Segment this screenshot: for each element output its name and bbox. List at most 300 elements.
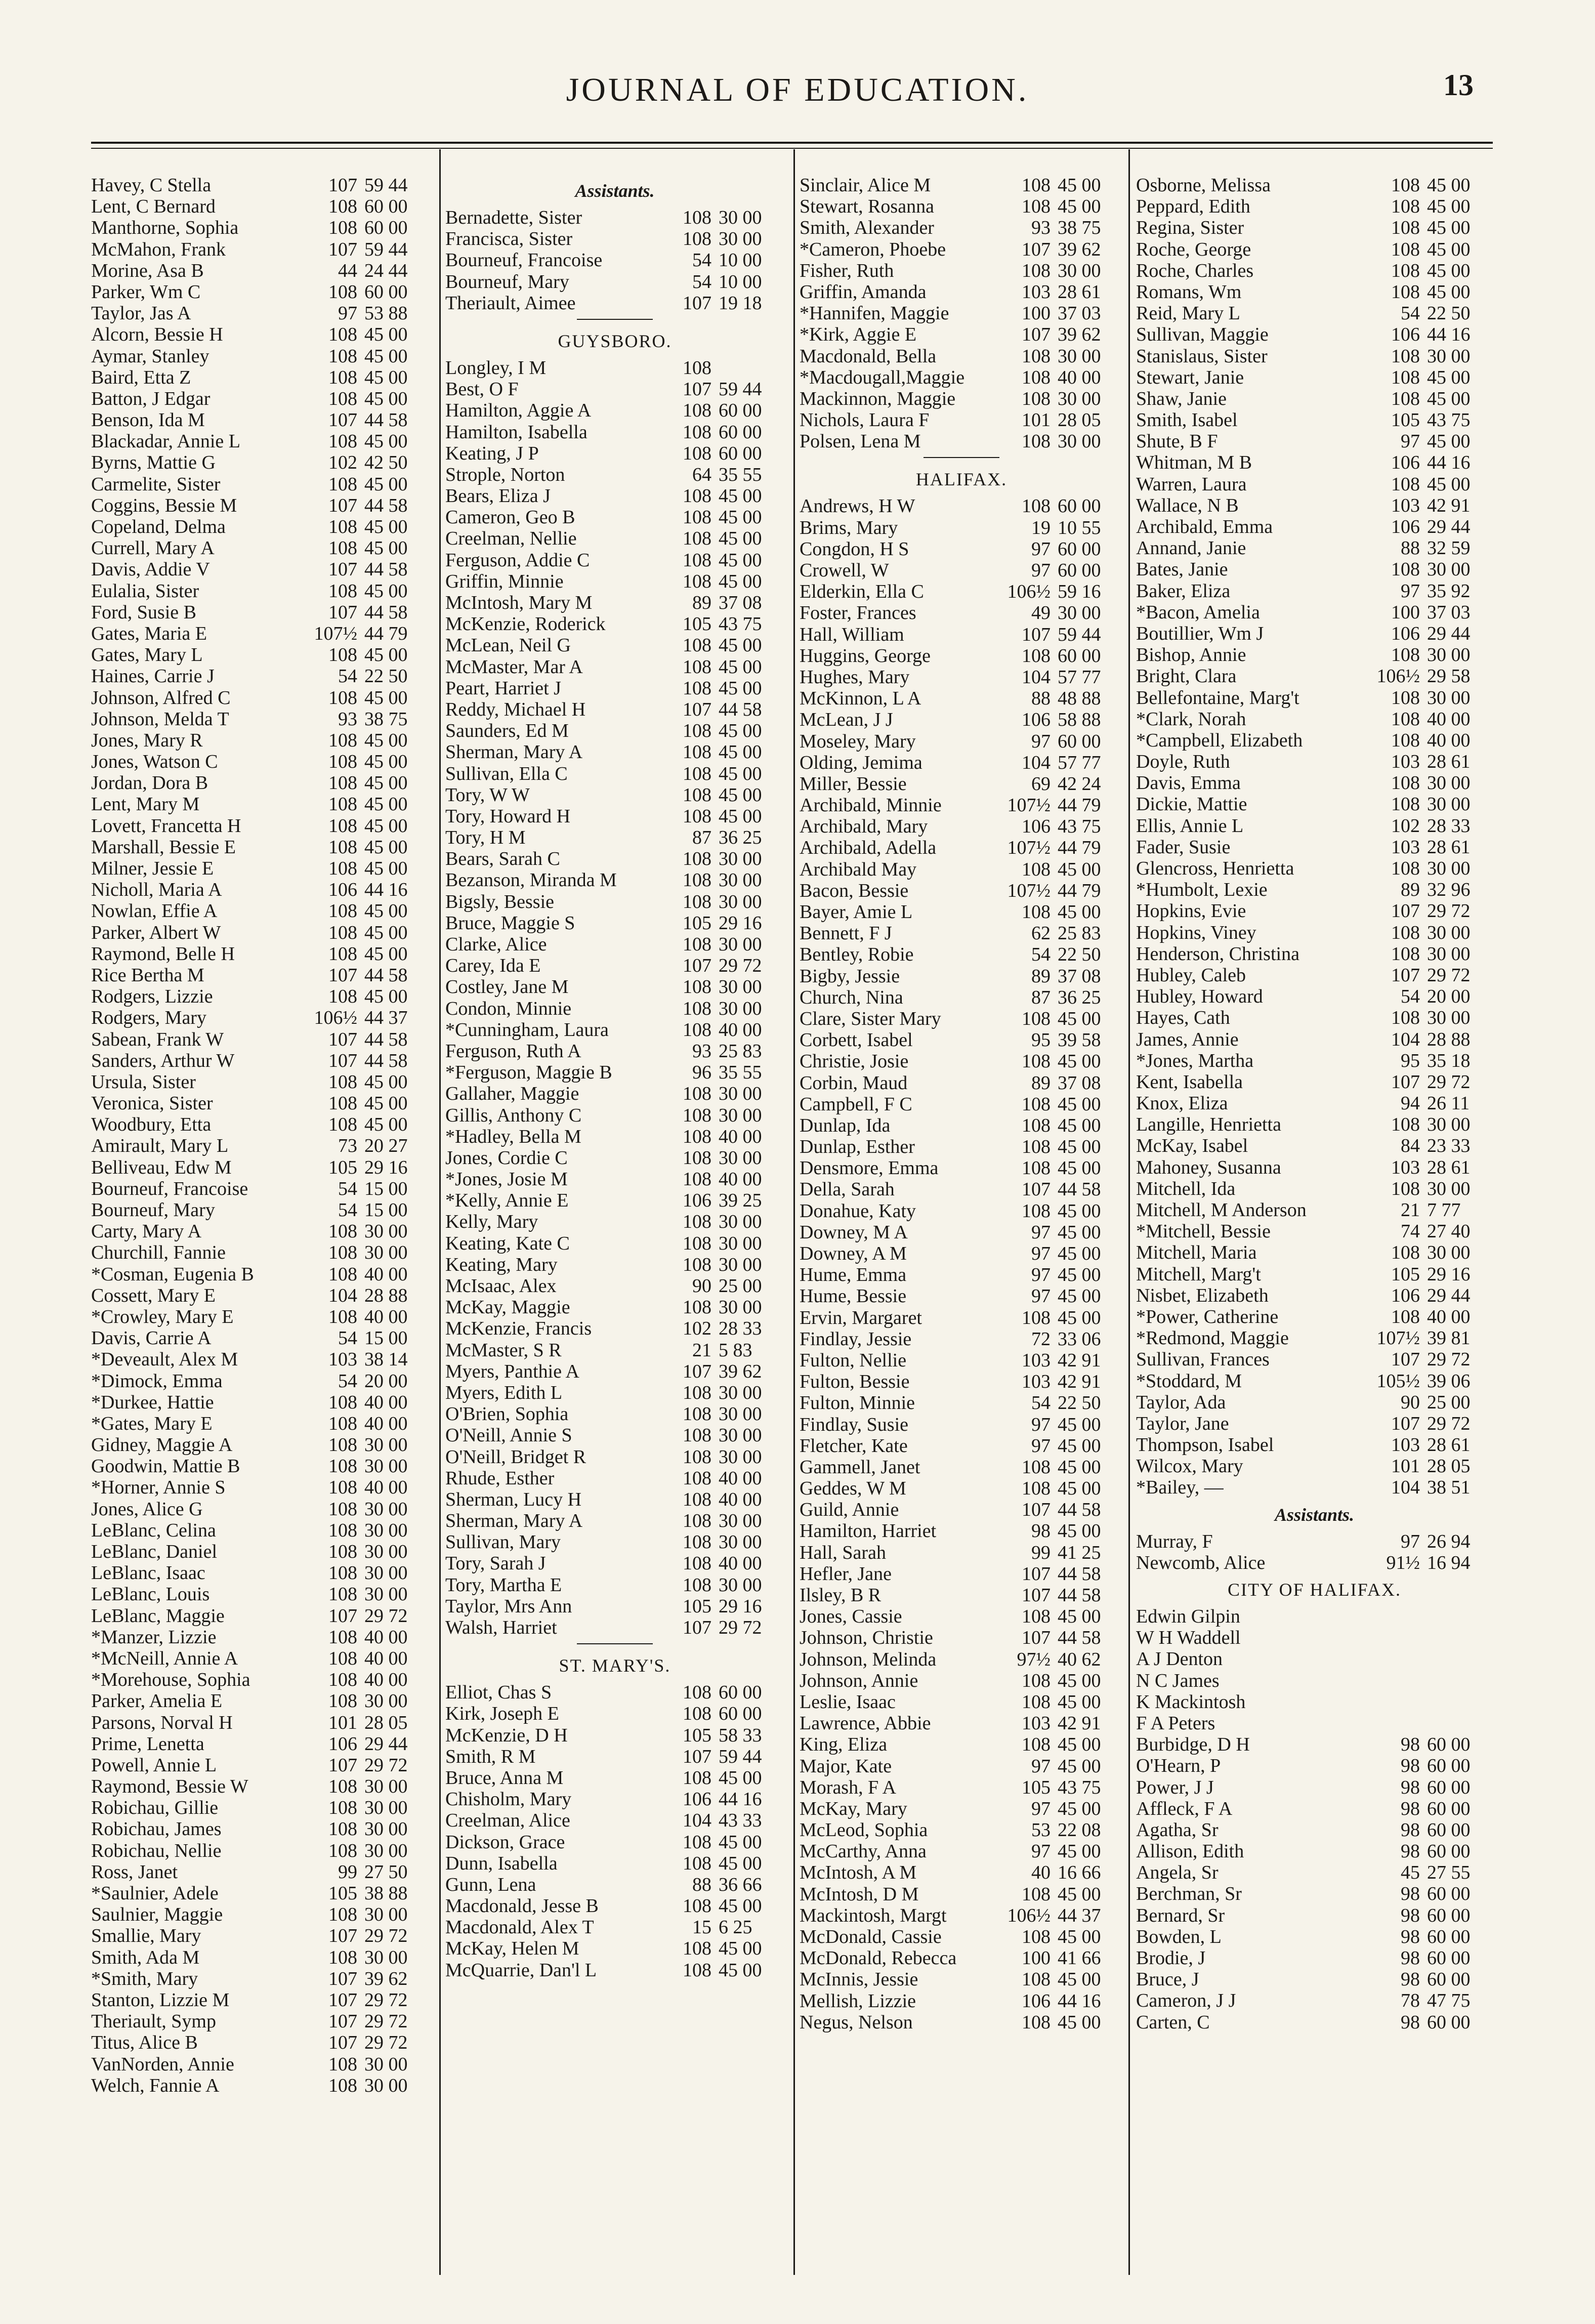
teacher-name: Hamilton, Aggie A <box>445 400 592 422</box>
teacher-name: Nicholl, Maria A <box>91 879 222 901</box>
teacher-name: LeBlanc, Celina <box>91 1519 216 1541</box>
days-taught: 107 <box>1391 1413 1420 1434</box>
days-taught: 108 <box>683 848 711 870</box>
days-taught: 101 <box>1022 409 1051 431</box>
teacher-row <box>800 1222 1123 1243</box>
amount-paid: 37 08 <box>719 592 762 613</box>
amount-paid: 24 44 <box>364 260 408 281</box>
teacher-name: Morash, F A <box>800 1776 897 1798</box>
days-taught: 108 <box>683 1169 711 1190</box>
teacher-row <box>445 613 784 635</box>
teacher-row <box>91 239 430 260</box>
teacher-row <box>91 837 430 858</box>
teacher-row <box>800 1457 1123 1478</box>
amount-paid <box>1427 1713 1493 1734</box>
teacher-row <box>800 260 1123 281</box>
days-taught: 108 <box>683 442 711 464</box>
teacher-row <box>445 912 784 934</box>
teacher-row <box>800 966 1123 987</box>
amount-paid: 29 72 <box>364 1605 408 1627</box>
teacher-name: *Jones, Martha <box>1136 1050 1254 1071</box>
days-taught: 106 <box>1022 816 1051 838</box>
teacher-name: Church, Nina <box>800 986 903 1008</box>
days-taught: 98 <box>1401 1947 1420 1969</box>
teacher-row <box>445 1703 784 1724</box>
days-taught: 108 <box>683 1553 711 1574</box>
days-taught: 100 <box>1022 1947 1051 1969</box>
teacher-row <box>1136 1947 1493 1969</box>
teacher-name: McDonald, Rebecca <box>800 1947 957 1969</box>
teacher-row <box>800 1756 1123 1777</box>
teacher-row <box>91 388 430 409</box>
days-taught: 107 <box>683 1360 711 1382</box>
teacher-row <box>1136 794 1493 815</box>
amount-paid: 43 33 <box>719 1810 762 1832</box>
teacher-name: Davis, Emma <box>1136 772 1241 794</box>
days-taught: 107 <box>683 379 711 400</box>
teacher-name: McIntosh, A M <box>800 1862 917 1884</box>
days-taught: 105 <box>328 1883 357 1904</box>
teacher-row <box>800 175 1123 196</box>
teacher-name: Christie, Josie <box>800 1051 909 1072</box>
teacher-row <box>800 645 1123 667</box>
amount-paid: 28 33 <box>719 1318 762 1340</box>
days-taught: 108 <box>1391 1114 1420 1136</box>
teacher-name: *Bailey, — <box>1136 1477 1224 1499</box>
teacher-row <box>445 1318 784 1339</box>
days-taught: 108 <box>1022 1051 1051 1072</box>
teacher-name: Currell, Mary A <box>91 537 215 559</box>
teacher-row <box>91 1178 430 1199</box>
teacher-name: Macdonald, Bella <box>800 345 937 367</box>
amount-paid: 45 00 <box>719 784 762 806</box>
teacher-name: Bourneuf, Mary <box>91 1199 215 1221</box>
amount-paid: 45 00 <box>1058 901 1101 923</box>
teacher-row <box>800 1371 1123 1392</box>
teacher-name: Della, Sarah <box>800 1179 895 1200</box>
days-taught: 108 <box>1391 345 1420 367</box>
amount-paid: 45 00 <box>1058 1606 1101 1628</box>
page-number: 13 <box>1443 68 1474 102</box>
column-1 <box>91 175 430 2096</box>
days-taught: 108 <box>1022 175 1051 196</box>
days-taught: 108 <box>683 741 711 763</box>
days-taught: 106½ <box>1007 1904 1051 1926</box>
amount-paid: 45 00 <box>1427 175 1471 196</box>
teacher-name: Gidney, Maggie A <box>91 1434 233 1456</box>
amount-paid: 60 00 <box>719 421 762 443</box>
amount-paid: 41 66 <box>1058 1947 1101 1969</box>
teacher-name: *Deveault, Alex M <box>91 1349 238 1371</box>
teacher-name: Wilcox, Mary <box>1136 1456 1243 1477</box>
days-taught: 108 <box>683 763 711 784</box>
amount-paid: 60 00 <box>719 1703 762 1725</box>
teacher-row <box>1136 1242 1493 1263</box>
amount-paid: 30 00 <box>719 934 762 955</box>
teacher-row <box>445 1169 784 1190</box>
teacher-name: Jones, Cassie <box>800 1606 902 1628</box>
teacher-name: Bennett, F J <box>800 923 892 944</box>
teacher-row <box>1136 474 1493 495</box>
teacher-row <box>445 1105 784 1126</box>
days-taught: 108 <box>683 421 711 443</box>
teacher-row <box>800 602 1123 624</box>
days-taught: 108 <box>683 1703 711 1725</box>
teacher-row <box>1136 1670 1493 1691</box>
teacher-name: James, Annie <box>1136 1028 1239 1050</box>
teacher-row <box>1136 2012 1493 2033</box>
section-rule <box>577 1643 653 1644</box>
days-taught: 108 <box>328 943 357 965</box>
teacher-name: Nisbet, Elizabeth <box>1136 1284 1269 1306</box>
teacher-name: Baker, Eliza <box>1136 580 1231 602</box>
amount-paid: 45 00 <box>1058 1926 1101 1947</box>
amount-paid: 45 00 <box>364 900 408 922</box>
days-taught: 108 <box>328 516 357 537</box>
teacher-name: Theriault, Aimee <box>445 292 576 314</box>
teacher-row <box>445 507 784 528</box>
amount-paid: 28 05 <box>1427 1456 1471 1477</box>
days-taught: 103 <box>1022 1371 1051 1393</box>
teacher-name: Baird, Etta Z <box>91 366 191 388</box>
teacher-name: Benson, Ida M <box>91 409 205 431</box>
days-taught: 108 <box>1022 1307 1051 1329</box>
teacher-row <box>1136 879 1493 900</box>
teacher-row <box>91 559 430 580</box>
teacher-row <box>800 1777 1123 1798</box>
amount-paid: 30 00 <box>1058 602 1101 624</box>
amount-paid: 44 58 <box>364 559 408 580</box>
teacher-name: Fisher, Ruth <box>800 260 894 281</box>
teacher-row <box>91 1285 430 1306</box>
days-taught: 108 <box>328 1391 357 1413</box>
teacher-name: Gillis, Anthony C <box>445 1104 582 1126</box>
teacher-name: McDonald, Cassie <box>800 1926 942 1947</box>
amount-paid: 25 83 <box>719 1040 762 1062</box>
days-taught: 49 <box>1031 602 1051 624</box>
teacher-row <box>91 1264 430 1285</box>
amount-paid: 44 16 <box>1058 1990 1101 2012</box>
amount-paid: 40 00 <box>719 1126 762 1147</box>
teacher-row <box>91 516 430 537</box>
teacher-name: McMahon, Frank <box>91 238 226 260</box>
teacher-row <box>800 388 1123 409</box>
teacher-row <box>91 409 430 431</box>
teacher-row <box>91 1327 430 1349</box>
teacher-name: McMaster, Mar A <box>445 656 583 678</box>
amount-paid: 45 00 <box>1058 1841 1101 1862</box>
teacher-row <box>1136 1007 1493 1028</box>
teacher-row <box>91 1541 430 1562</box>
days-taught: 108 <box>328 2053 357 2075</box>
days-taught: 45 <box>1401 1862 1420 1884</box>
amount-paid: 40 00 <box>1058 366 1101 388</box>
teacher-name: Bernard, Sr <box>1136 1904 1225 1926</box>
days-taught: 108 <box>1022 1734 1051 1756</box>
amount-paid: 30 00 <box>364 1562 408 1584</box>
teacher-name: Dunlap, Esther <box>800 1136 915 1158</box>
days-taught: 91½ <box>1386 1552 1420 1573</box>
teacher-row <box>1136 495 1493 516</box>
teacher-name: Griffin, Minnie <box>445 570 564 592</box>
days-taught: 54 <box>338 666 357 687</box>
teacher-name: *Cosman, Eugenia B <box>91 1263 254 1285</box>
amount-paid: 10 55 <box>1058 517 1101 538</box>
days-taught: 98 <box>1401 2011 1420 2033</box>
amount-paid: 60 00 <box>364 281 408 303</box>
days-taught: 108 <box>1391 1306 1420 1327</box>
days-taught: 108 <box>683 1938 711 1960</box>
days-taught: 107 <box>1391 900 1420 922</box>
teacher-row <box>1136 1905 1493 1926</box>
teacher-row <box>91 1733 430 1755</box>
teacher-name: *Clark, Norah <box>1136 708 1246 730</box>
teacher-row <box>1136 346 1493 367</box>
teacher-name: Jones, Alice G <box>91 1498 203 1520</box>
section-heading: CITY OF HALIFAX. <box>1228 1580 1401 1600</box>
days-taught: 107½ <box>1007 795 1051 816</box>
days-taught: 108 <box>1022 345 1051 367</box>
teacher-name: Burbidge, D H <box>1136 1734 1250 1756</box>
amount-paid: 29 72 <box>364 1989 408 2011</box>
teacher-name: Eulalia, Sister <box>91 580 199 602</box>
amount-paid: 60 00 <box>1427 1904 1471 1926</box>
header-rule-bottom <box>91 148 1493 149</box>
amount-paid: 30 00 <box>364 1584 408 1605</box>
teacher-row <box>800 517 1123 538</box>
days-taught: 108 <box>1391 729 1420 751</box>
days-taught: 103 <box>1391 751 1420 773</box>
teacher-row <box>445 1960 784 1981</box>
teacher-name: Sullivan, Maggie <box>1136 324 1269 346</box>
days-taught: 108 <box>328 1477 357 1499</box>
teacher-name: O'Neill, Bridget R <box>445 1446 586 1468</box>
teacher-row <box>800 1029 1123 1051</box>
teacher-name: Jones, Watson C <box>91 751 218 773</box>
amount-paid: 45 00 <box>1058 1221 1101 1243</box>
teacher-name: Bears, Eliza J <box>445 485 551 507</box>
teacher-row <box>91 1221 430 1242</box>
amount-paid: 26 94 <box>1427 1530 1471 1552</box>
amount-paid: 27 50 <box>364 1861 408 1883</box>
amount-paid: 44 37 <box>1058 1904 1101 1926</box>
amount-paid: 44 58 <box>719 698 762 720</box>
teacher-row <box>445 1617 784 1638</box>
teacher-row <box>800 1542 1123 1563</box>
teacher-row <box>1136 1349 1493 1370</box>
teacher-row <box>445 1233 784 1254</box>
amount-paid: 29 72 <box>364 1925 408 1947</box>
amount-paid: 30 00 <box>1058 388 1101 409</box>
amount-paid: 30 00 <box>364 1797 408 1819</box>
days-taught: 108 <box>328 366 357 388</box>
teacher-name: Kirk, Joseph E <box>445 1703 559 1725</box>
teacher-row <box>1136 1434 1493 1456</box>
teacher-row <box>91 495 430 516</box>
teacher-row <box>800 1841 1123 1862</box>
teacher-name: Elliot, Chas S <box>445 1682 552 1704</box>
amount-paid: 45 00 <box>1427 388 1471 409</box>
teacher-row <box>91 965 430 986</box>
teacher-row <box>1136 367 1493 388</box>
teacher-name: Ford, Susie B <box>91 601 196 623</box>
teacher-name: Rodgers, Mary <box>91 1007 206 1029</box>
teacher-row <box>800 1350 1123 1371</box>
teacher-row <box>1136 1456 1493 1477</box>
teacher-name: LeBlanc, Maggie <box>91 1605 225 1627</box>
teacher-name: Hefler, Jane <box>800 1563 892 1585</box>
amount-paid: 39 62 <box>719 1360 762 1382</box>
amount-paid: 45 00 <box>364 751 408 773</box>
amount-paid: 45 00 <box>364 1093 408 1114</box>
amount-paid: 23 33 <box>1427 1135 1471 1157</box>
teacher-row <box>800 495 1123 517</box>
teacher-row <box>91 2075 430 2096</box>
teacher-name: Rodgers, Lizzie <box>91 986 213 1008</box>
teacher-row <box>91 794 430 815</box>
teacher-name: Sanders, Arthur W <box>91 1050 235 1071</box>
days-taught: 54 <box>1031 944 1051 966</box>
amount-paid: 58 88 <box>1058 709 1101 731</box>
amount-paid: 40 00 <box>719 1019 762 1041</box>
teacher-row <box>445 571 784 592</box>
teacher-name: Sinclair, Alice M <box>800 175 931 196</box>
teacher-name: Dunlap, Ida <box>800 1114 891 1136</box>
days-taught: 108 <box>328 1840 357 1861</box>
teacher-row <box>445 763 784 784</box>
days-taught: 108 <box>683 507 711 528</box>
amount-paid: 44 58 <box>364 1028 408 1050</box>
teacher-row <box>800 1243 1123 1264</box>
days-taught: 108 <box>683 1574 711 1596</box>
teacher-name: Hubley, Caleb <box>1136 964 1246 986</box>
amount-paid: 29 72 <box>1427 1349 1471 1371</box>
teacher-row <box>1136 943 1493 965</box>
days-taught: 108 <box>328 644 357 666</box>
teacher-name: Lawrence, Abbie <box>800 1713 931 1734</box>
teacher-row <box>445 998 784 1019</box>
amount-paid: 44 58 <box>1058 1179 1101 1200</box>
teacher-name: Carey, Ida E <box>445 955 541 977</box>
teacher-row <box>91 452 430 473</box>
days-taught: 107½ <box>1007 837 1051 859</box>
teacher-row <box>1136 623 1493 644</box>
teacher-name: McKenzie, Francis <box>445 1318 592 1340</box>
teacher-name: Dunn, Isabella <box>445 1852 558 1874</box>
days-taught: 107 <box>328 175 357 196</box>
teacher-row <box>91 1135 430 1156</box>
amount-paid: 30 00 <box>1427 1242 1471 1264</box>
days-taught: 107 <box>328 1605 357 1627</box>
teacher-name: *Gates, Mary E <box>91 1413 213 1434</box>
teacher-name: Rhude, Esther <box>445 1467 555 1489</box>
days-taught: 97 <box>1031 560 1051 581</box>
days-taught: 99 <box>338 1861 357 1883</box>
teacher-name: Creelman, Alice <box>445 1810 570 1832</box>
teacher-row <box>445 485 784 507</box>
teacher-name: Saulnier, Maggie <box>91 1904 223 1926</box>
teacher-name: McLeod, Sophia <box>800 1819 928 1841</box>
days-taught: 108 <box>1391 238 1420 260</box>
teacher-name: Archibald, Minnie <box>800 795 942 816</box>
teacher-name: Tory, Sarah J <box>445 1553 546 1574</box>
teacher-name: Parker, Albert W <box>91 922 221 943</box>
days-taught: 98 <box>1401 1755 1420 1777</box>
amount-paid: 60 00 <box>719 442 762 464</box>
teacher-row <box>800 1264 1123 1285</box>
teacher-name: Bruce, J <box>1136 1969 1199 1990</box>
days-taught: 89 <box>1031 1072 1051 1094</box>
teacher-name: *Jones, Josie M <box>445 1169 568 1190</box>
amount-paid: 30 00 <box>364 1434 408 1456</box>
amount-paid: 28 05 <box>364 1712 408 1733</box>
teacher-name: McKenzie, D H <box>445 1724 568 1746</box>
teacher-row <box>800 217 1123 238</box>
teacher-name: LeBlanc, Louis <box>91 1584 210 1605</box>
amount-paid: 41 25 <box>1058 1542 1101 1563</box>
days-taught: 106 <box>1022 1990 1051 2012</box>
section-heading: Assistants. <box>1274 1504 1355 1525</box>
amount-paid: 20 27 <box>364 1135 408 1157</box>
teacher-name: Ferguson, Addie C <box>445 549 590 571</box>
teacher-name: Copeland, Delma <box>91 516 226 537</box>
teacher-name: Ross, Janet <box>91 1861 178 1883</box>
teacher-row <box>445 357 784 379</box>
days-taught: 108 <box>683 1510 711 1532</box>
amount-paid: 29 44 <box>364 1733 408 1755</box>
teacher-name: Bentley, Robie <box>800 944 914 966</box>
days-taught: 105 <box>683 1595 711 1617</box>
teacher-row <box>91 1818 430 1840</box>
teacher-row <box>800 1585 1123 1606</box>
teacher-row <box>1136 1691 1493 1713</box>
teacher-row <box>445 400 784 421</box>
teacher-row <box>445 656 784 678</box>
teacher-row <box>91 175 430 196</box>
teacher-row <box>1136 815 1493 837</box>
amount-paid: 29 72 <box>719 1617 762 1638</box>
days-taught: 108 <box>683 1531 711 1553</box>
teacher-row <box>445 1083 784 1104</box>
amount-paid: 57 77 <box>1058 752 1101 773</box>
teacher-name: Fulton, Nellie <box>800 1349 907 1371</box>
amount-paid: 30 00 <box>364 1242 408 1264</box>
days-taught: 97 <box>1031 1435 1051 1457</box>
amount-paid: 30 00 <box>719 207 762 228</box>
teacher-row <box>1136 1713 1493 1734</box>
days-taught: 105 <box>1391 409 1420 431</box>
days-taught: 108 <box>1022 858 1051 880</box>
days-taught: 108 <box>328 986 357 1008</box>
teacher-name: Affleck, F A <box>1136 1798 1233 1819</box>
days-taught: 95 <box>1031 1029 1051 1051</box>
amount-paid: 29 72 <box>719 955 762 977</box>
teacher-row <box>445 891 784 912</box>
days-taught: 108 <box>328 1456 357 1477</box>
amount-paid: 29 72 <box>1427 1071 1471 1093</box>
teacher-row <box>1136 965 1493 986</box>
days-taught: 107 <box>328 1050 357 1071</box>
teacher-name: Fulton, Bessie <box>800 1371 910 1393</box>
teacher-row <box>445 1297 784 1318</box>
days-taught: 108 <box>1022 1478 1051 1500</box>
teacher-name: K Mackintosh <box>1136 1691 1246 1713</box>
amount-paid: 38 88 <box>364 1883 408 1904</box>
teacher-row <box>445 1425 784 1446</box>
teacher-row <box>445 1832 784 1853</box>
teacher-row <box>445 784 784 806</box>
teacher-row <box>445 1041 784 1062</box>
